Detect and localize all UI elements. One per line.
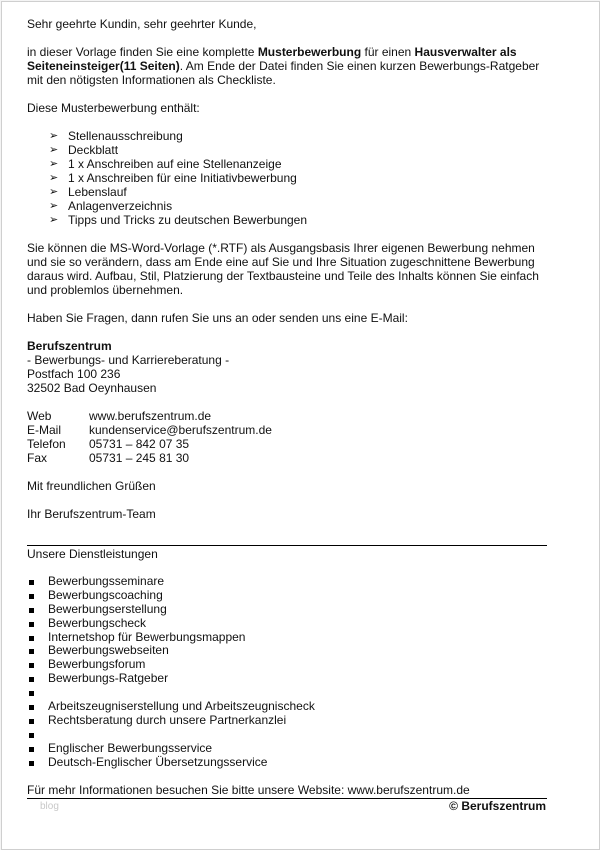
- questions-text: Haben Sie Fragen, dann rufen Sie uns an oder senden uns eine E-Mail:: [27, 311, 408, 325]
- square-bullet-icon: [29, 733, 34, 738]
- arrow-bullet-icon: ➢: [49, 144, 59, 156]
- list-item: Bewerbungscoaching: [27, 589, 315, 603]
- signature: Ihr Berufszentrum-Team: [27, 507, 156, 521]
- list-item: ➢ Stellenausschreibung: [49, 129, 183, 143]
- services-title: Unsere Dienstleistungen: [27, 547, 158, 561]
- square-bullet-icon: [29, 747, 34, 752]
- arrow-bullet-icon: ➢: [49, 172, 59, 184]
- arrow-bullet-icon: ➢: [49, 130, 59, 142]
- list-item: Rechtsberatung durch unsere Partnerkanzlei: [27, 714, 315, 728]
- letter-body: [27, 17, 547, 521]
- divider: [27, 545, 547, 546]
- services-list: [27, 575, 315, 769]
- square-bullet-icon: [29, 663, 34, 668]
- contact-row-web: Web www.berufszentrum.de: [27, 409, 212, 423]
- intro-text-2: für einen: [361, 45, 415, 59]
- list-item: ➢ Deckblatt: [49, 143, 119, 157]
- list-item: Internetshop für Bewerbungsmappen: [27, 631, 315, 645]
- square-bullet-icon: [29, 719, 34, 724]
- closing: Mit freundlichen Grüßen: [27, 479, 156, 493]
- list-item: ➢ 1 x Anschreiben für eine Initiativbewerbung: [49, 171, 297, 185]
- greeting: Sehr geehrte Kundin, sehr geehrter Kunde,: [27, 17, 257, 31]
- company-tagline: - Bewerbungs- und Karriereberatung -: [27, 353, 230, 367]
- contains-heading: Diese Musterbewerbung enthält:: [27, 101, 200, 115]
- email-link[interactable]: kundenservice@berufszentrum.de: [89, 423, 272, 437]
- document-page: [1, 1, 600, 850]
- list-item: Deutsch-Englischer Übersetzungsservice: [27, 756, 315, 770]
- contact-row-email: E-Mail kundenservice@berufszentrum.de: [27, 423, 272, 437]
- arrow-bullet-icon: ➢: [49, 158, 59, 170]
- list-item: Englischer Bewerbungsservice: [27, 742, 315, 756]
- postbox: Postfach 100 236: [27, 367, 121, 381]
- arrow-bullet-icon: ➢: [49, 186, 59, 198]
- arrow-bullet-icon: ➢: [49, 214, 59, 226]
- arrow-bullet-icon: ➢: [49, 200, 59, 212]
- intro-text-3: . Am Ende der Datei finden Sie einen kurzen Bewerbungs-Ratgeber mit den nötigsten Informationen als Checkliste.: [27, 59, 540, 87]
- contains-list: [27, 129, 547, 227]
- list-item: Bewerbungswebseiten: [27, 644, 315, 658]
- list-item: Arbeitszeugniserstellung und Arbeitszeugnischeck: [27, 700, 315, 714]
- contact-table: [27, 409, 547, 465]
- contact-row-fax: Fax 05731 – 245 81 30: [27, 451, 190, 465]
- list-item: ➢ Anlagenverzeichnis: [49, 199, 173, 213]
- square-bullet-icon: [29, 705, 34, 710]
- square-bullet-icon: [29, 608, 34, 613]
- list-item: Bewerbungscheck: [27, 617, 315, 631]
- list-item: ➢ Tipps und Tricks zu deutschen Bewerbungen: [49, 213, 308, 227]
- contact-row-phone: Telefon 05731 – 842 07 35: [27, 437, 190, 451]
- footer-info: Für mehr Informationen besuchen Sie bitte unsere Website: www.berufszentrum.de: [27, 783, 470, 797]
- square-bullet-icon: [29, 649, 34, 654]
- square-bullet-icon: [29, 594, 34, 599]
- list-item: ➢ Lebenslauf: [49, 185, 127, 199]
- square-bullet-icon: [29, 622, 34, 627]
- company-name: Berufszentrum: [27, 339, 112, 353]
- list-item: Bewerbungsseminare: [27, 575, 315, 589]
- intro-bold-1: Musterbewerbung: [257, 45, 362, 59]
- watermark: blog: [40, 801, 59, 812]
- square-bullet-icon: [29, 691, 34, 696]
- square-bullet-icon: [29, 761, 34, 766]
- list-item: Bewerbungs-Ratgeber: [27, 672, 315, 686]
- list-item: ➢ 1 x Anschreiben auf eine Stellenanzeige: [49, 157, 282, 171]
- list-item: [27, 686, 315, 700]
- web-link[interactable]: www.berufszentrum.de: [89, 409, 212, 423]
- list-item: [27, 728, 315, 742]
- square-bullet-icon: [29, 677, 34, 682]
- intro-text-1: in dieser Vorlage finden Sie eine komplette: [27, 45, 258, 59]
- list-item: Bewerbungsforum: [27, 658, 315, 672]
- intro-bold-2: Hausverwalter als Seiteneinsteiger(11 Seiten): [27, 45, 517, 73]
- square-bullet-icon: [29, 580, 34, 585]
- list-item: Bewerbungserstellung: [27, 603, 315, 617]
- intro-paragraph: [27, 45, 547, 87]
- square-bullet-icon: [29, 636, 34, 641]
- copyright: © Berufszentrum: [449, 799, 546, 813]
- body-paragraph: Sie können die MS-Word-Vorlage (*.RTF) als Ausgangsbasis Ihrer eigenen Bewerbung nehmen und sie so verändern, dass am Ende eine auf Sie und Ihre Situation zugeschnittene Bewerbung daraus wird. Aufbau, Stil, Platzierung der Textbausteine und Teile des Inhalts können Sie einfach und problemlos übernehmen.: [27, 241, 539, 297]
- city: 32502 Bad Oeynhausen: [27, 381, 157, 395]
